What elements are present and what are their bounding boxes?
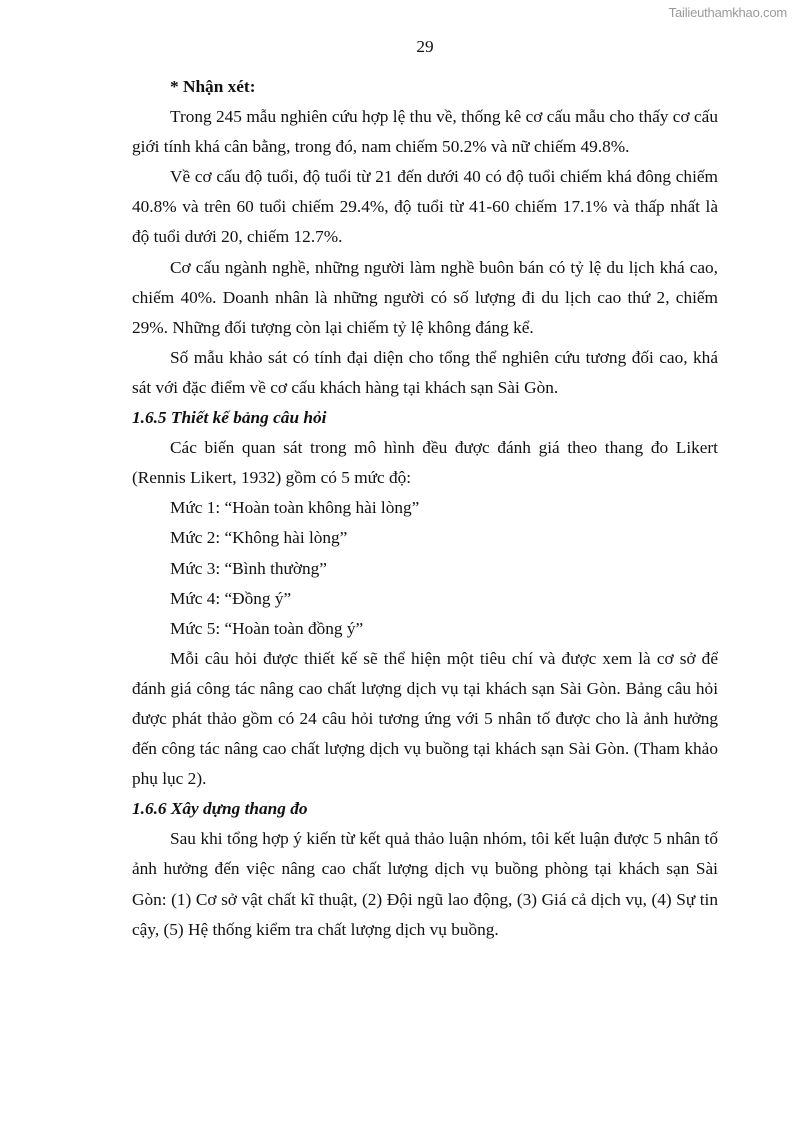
page-number: 29 xyxy=(416,37,434,56)
paragraph: Mỗi câu hỏi được thiết kế sẽ thể hiện một tiêu chí và được xem là cơ sở để đánh giá công tác nâng cao chất lượng dịch vụ tại khách sạn Sài Gòn. Bảng câu hỏi được phát thảo gồm có 24 câu hỏi tương ứng với 5 nhân tố được cho là ảnh hưởng đến công tác nâng cao chất lượng dịch vụ buồng tại khách sạn Sài Gòn. (Tham khảo phụ lục 2). xyxy=(132,648,718,789)
paragraph: Về cơ cấu độ tuổi, độ tuổi từ 21 đến dưới 40 có độ tuổi chiếm khá đông chiếm 40.8% và trên 60 tuổi chiếm 29.4%, độ tuổi từ 41-60 chiếm 17.1% và thấp nhất là độ tuổi dưới 20, chiếm 12.7%. xyxy=(132,167,718,247)
likert-level: Mức 4: “Đồng ý” xyxy=(170,588,292,608)
paragraph: Các biến quan sát trong mô hình đều được đánh giá theo thang đo Likert (Rennis Likert, 1932) gồm có 5 mức độ: xyxy=(132,438,718,488)
likert-level: Mức 3: “Bình thường” xyxy=(170,558,327,578)
paragraph: Trong 245 mẫu nghiên cứu hợp lệ thu về, thống kê cơ cấu mẫu cho thấy cơ cấu giới tính khá cân bằng, trong đó, nam chiếm 50.2% và nữ chiếm 49.8%. xyxy=(132,107,718,157)
section-heading-1-6-6: 1.6.6 Xây dựng thang đo xyxy=(132,799,308,819)
paragraph: Số mẫu khảo sát có tính đại diện cho tổng thể nghiên cứu tương đối cao, khá sát với đặc điểm về cơ cấu khách hàng tại khách sạn Sài Gòn. xyxy=(132,347,718,397)
likert-level: Mức 2: “Không hài lòng” xyxy=(170,528,348,548)
remark-heading: * Nhận xét: xyxy=(170,77,256,96)
likert-level: Mức 1: “Hoàn toàn không hài lòng” xyxy=(170,498,420,518)
paragraph: Cơ cấu ngành nghề, những người làm nghề buôn bán có tỷ lệ du lịch khá cao, chiếm 40%. Doanh nhân là những người có số lượng đi du lịch cao thứ 2, chiếm 29%. Những đối tượng còn lại chiếm tỷ lệ không đáng kể. xyxy=(132,257,718,337)
likert-level: Mức 5: “Hoàn toàn đồng ý” xyxy=(170,618,364,638)
watermark: Tailieuthamkhao.com xyxy=(668,5,787,20)
document-body xyxy=(132,72,718,945)
paragraph: Sau khi tổng hợp ý kiến từ kết quả thảo luận nhóm, tôi kết luận được 5 nhân tố ảnh hưởng đến việc nâng cao chất lượng dịch vụ buồng phòng tại khách sạn Sài Gòn: (1) Cơ sở vật chất kĩ thuật, (2) Đội ngũ lao động, (3) Giá cả dịch vụ, (4) Sự tin cậy, (5) Hệ thống kiểm tra chất lượng dịch vụ buồng. xyxy=(132,829,718,939)
section-heading-1-6-5: 1.6.5 Thiết kế bảng câu hỏi xyxy=(132,408,327,428)
